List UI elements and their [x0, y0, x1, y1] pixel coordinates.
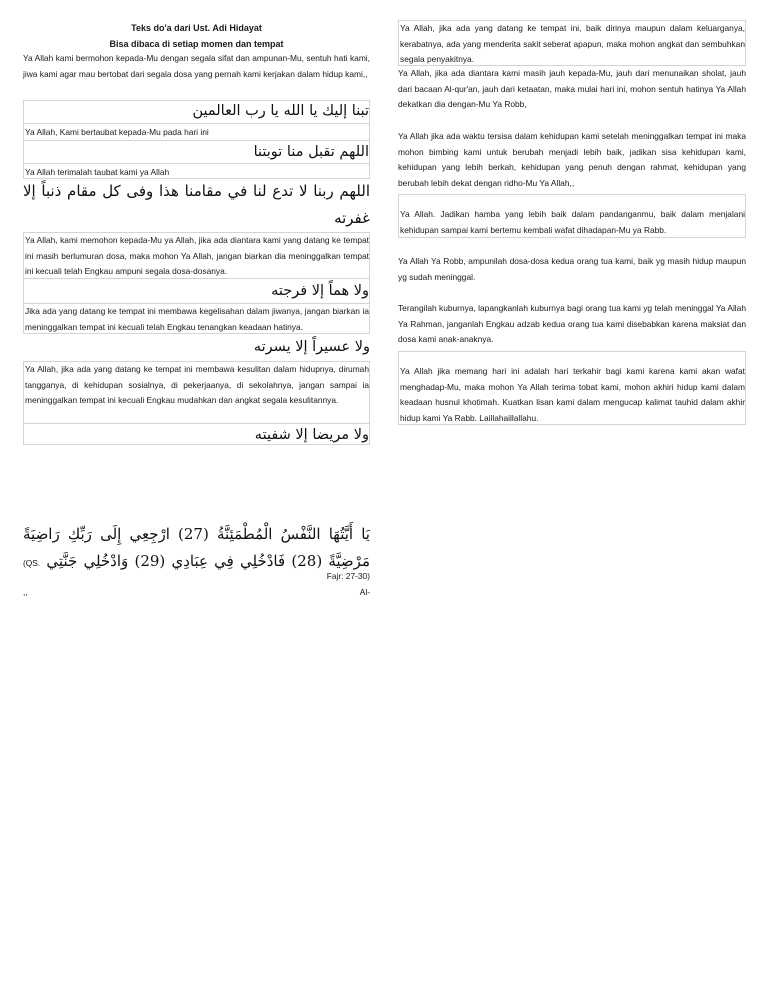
- trailing-commas: ,,: [23, 587, 28, 597]
- arabic-line-4: ولا هماً إلا فرجته: [23, 278, 370, 304]
- paragraph-intro: Ya Allah kami bermohon kepada-Mu dengan segala sifat dan ampunan-Mu, sentuh hati kami, jiwa kami agar mau bertobat dari segala dosa yang pernah kami kerjakan dalam hidup kami,,: [23, 53, 370, 79]
- doc-subtitle: Bisa dibaca di setiap momen dan tempat: [109, 39, 284, 49]
- paragraph-dosa: Ya Allah, kami memohon kepada-Mu ya Allah, jika ada diantara kami yang datang ke tempat ini masih berlumuran dosa, maka mohon Ya Allah, jangan biarkan dia meninggalkan tempat ini kecuali telah Engkau ampuni segala dosa-dosanya.: [23, 232, 370, 279]
- verse-reference-start: (QS. Al-: [23, 558, 370, 597]
- arabic-line-5: ولا عسيراً إلا يسرته: [253, 339, 370, 355]
- arabic-line-6: ولا مريضا إلا شفيته: [23, 423, 370, 445]
- paragraph-sakit: Ya Allah, jika ada yang datang ke tempat ini, baik dirinya maupun dalam keluarganya, kerabatnya, ada yang menderita sakit seberat apapun, maka mohon angkat dan sembuhkan segala penyakitnya.: [398, 20, 746, 66]
- paragraph-hamba: Ya Allah. Jadikan hamba yang lebih baik dalam pandanganmu, baik dalam menjalani kehidupan sampai kami bertemu kembali wafat dihadapan-Mu ya Rabb.: [398, 194, 746, 238]
- paragraph-sisa-waktu: Ya Allah jika ada waktu tersisa dalam kehidupan kami setelah meninggalkan tempat ini maka mohon bimbing kami untuk berubah menjadi lebih baik, jadikan sisa kehidupan kami, kehidupan yang lebih berkah, kehidupan yang penuh dengan rahmat, kehidupan yang berubah lebih dekat dengan ridho-Mu Ya Allah,,: [398, 131, 746, 188]
- paragraph-orang-tua: Ya Allah Ya Robb, ampunilah dosa-dosa kedua orang tua kami, baik yg masih hidup maupun yg sudah meninggal.: [398, 256, 746, 282]
- arabic-line-3: اللهم ربنا لا تدع لنا في مقامنا هذا وفى كل مقام ذنباً إلا غفرته: [23, 182, 370, 227]
- quran-verse-text: يَا أَيَّتُهَا النَّفْسُ الْمُطْمَئِنَّةُ (27) ارْجِعِي إِلَى رَبِّكِ رَاضِيَةً مَرْضِيَّةً (28) فَادْخُلِي فِي عِبَادِي (29) وَادْخُلِي جَنَّتِي: [23, 525, 370, 570]
- quran-verse: [23, 521, 370, 606]
- paragraph-kubur: Terangilah kuburnya, lapangkanlah kuburnya bagi orang tua kami yg telah meninggal Ya Allah Ya Rahman, janganlah Engkau adzab kedua orang tua kami disebabkan karena maksiat dan dosa kami anak-anaknya.: [398, 303, 746, 345]
- arabic-line-2: اللهم تقبل منا توبتنا: [23, 140, 370, 164]
- paragraph-terimalah: Ya Allah terimalah taubat kami ya Allah: [23, 163, 370, 179]
- verse-reference-end: Fajr: 27-30): [326, 571, 370, 581]
- paragraph-jauh: Ya Allah, jika ada diantara kami masih jauh kepada-Mu, jauh dari menunaikan sholat, jauh dari bacaan Al-qur'an, jauh dari ketaatan, maka mulai hari ini, mohon sentuh hatinya Ya Allah dekatkan dia dengan-Mu Ya Robb,: [398, 68, 746, 110]
- doc-title: Teks do'a dari Ust. Adi Hidayat: [131, 23, 262, 33]
- arabic-line-1: تبنا إليك يا الله يا رب العالمين: [23, 100, 370, 124]
- paragraph-gelisah: Jika ada yang datang ke tempat ini membawa kegelisahan dalam jiwanya, jangan biarkan ia meninggalkan tempat ini kecuali telah Engkau tenangkan keadaan hatinya.: [23, 303, 370, 334]
- paragraph-taubat: Ya Allah, Kami bertaubat kepada-Mu pada hari ini: [23, 123, 370, 141]
- paragraph-kesulitan: Ya Allah, jika ada yang datang ke tempat ini membawa kesulitan dalam hidupnya, dirumah tangganya, di kehidupan sosialnya, di pekerjaanya, di sekolahnya, jangan sampai ia meninggalkan tempat ini kecuali Engkau mudahkan dan angkat segala kesulitannya.: [23, 361, 370, 424]
- paragraph-husnul-khotimah: Ya Allah jika memang hari ini adalah hari terkahir bagi kami karena kami akan wafat menghadap-Mu, maka mohon Ya Allah terima tobat kami, mohon akhiri hidup kami dalam keadaan husnul khotimah. Kuatkan lisan kami dalam mengucap kalimat tauhid dalam akhir hidup kami Ya Rabb. Laillahaillallahu.: [398, 351, 746, 425]
